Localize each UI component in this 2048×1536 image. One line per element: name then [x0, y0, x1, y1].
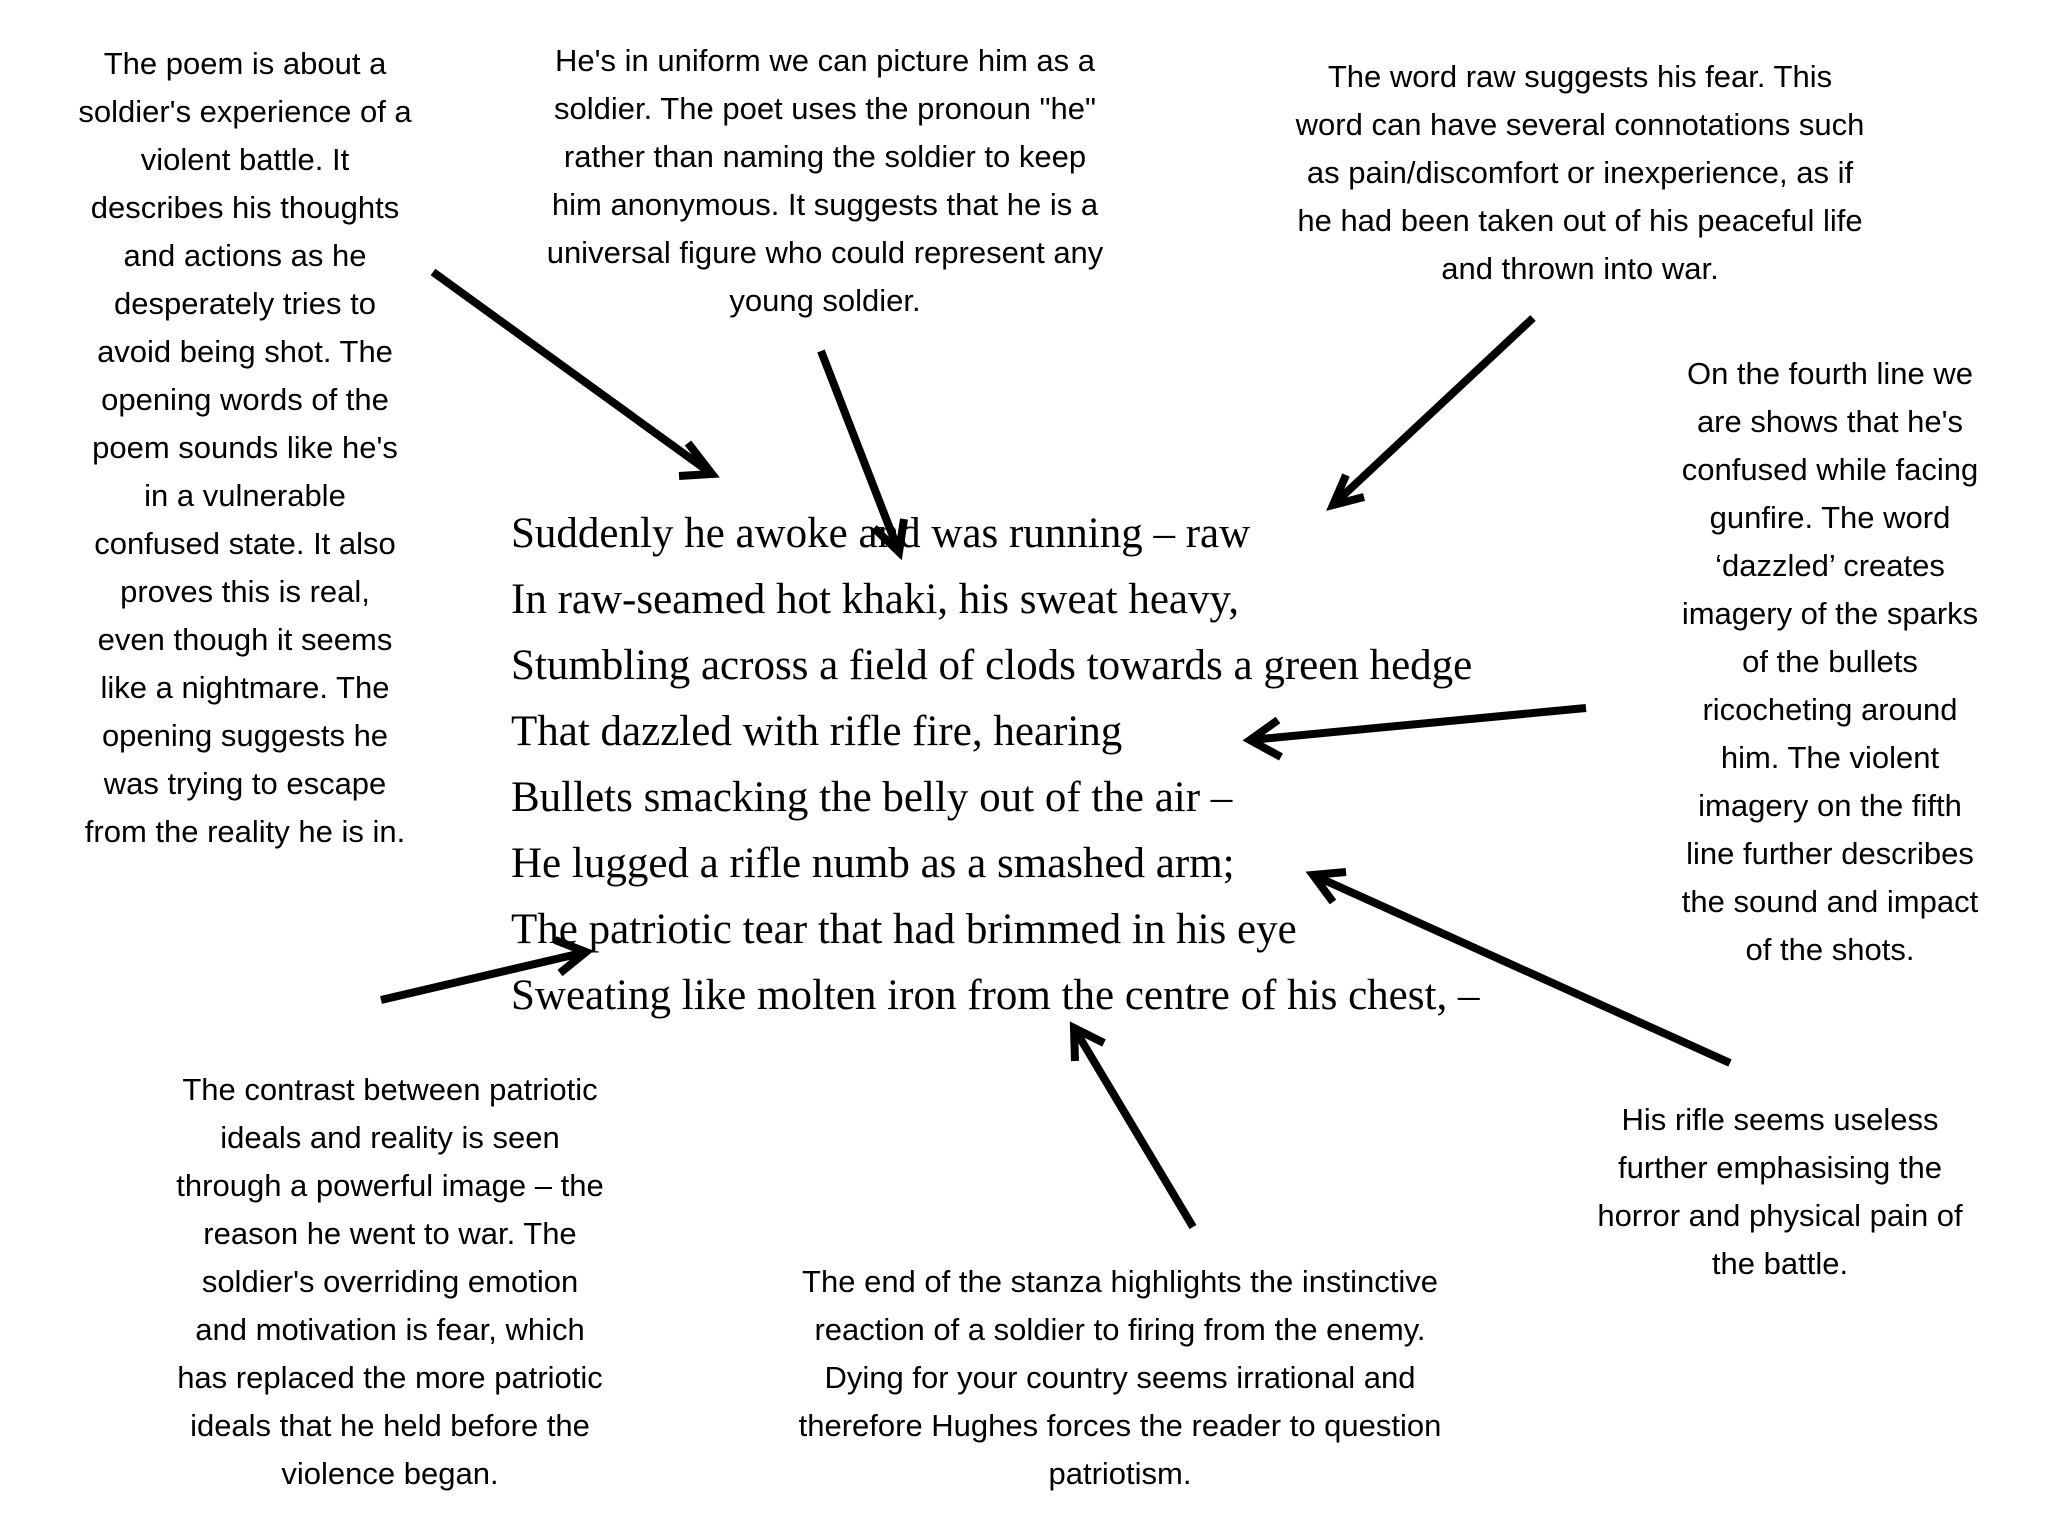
- arrow-to-awoke: [821, 351, 904, 552]
- arrow-to-raw: [1333, 318, 1533, 505]
- poem-line: In raw-seamed hot khaki, his sweat heavy,: [511, 576, 1239, 623]
- arrow-to-rifle-line: [1313, 872, 1730, 1063]
- annotation-opening: The poem is about a soldier's experience of a violent battle. It describes his thoughts and actions as he desperately tries to avoid being shot. The opening words of the poem sounds like he's in a vulnerable confused state. It also proves this is real, even though it seems like a nightmare. The opening suggests he was trying to escape from the reality he is in.: [78, 46, 412, 849]
- poem-line: That dazzled with rifle fire, hearing: [511, 708, 1123, 755]
- poem-line: Bullets smacking the belly out of the air –: [511, 774, 1233, 821]
- arrow-to-chest-line: [1074, 1028, 1193, 1227]
- annotation-pronoun: He's in uniform we can picture him as a soldier. The poet uses the pronoun "he" rather than naming the soldier to keep him anonymous. It suggests that he is a universal figure who could represent any young soldier.: [546, 43, 1104, 318]
- annotation-rifle: His rifle seems useless further emphasising the horror and physical pain of the battle.: [1597, 1102, 1963, 1281]
- arrow-to-patriotic-tear: [381, 940, 586, 1000]
- annotation-patriotic: The contrast between patriotic ideals and reality is seen through a powerful image – the reason he went to war. The soldier's overriding emotion and motivation is fear, which has replaced the more patriotic ideals that he held before the violence began.: [176, 1072, 604, 1491]
- poem-line: Suddenly he awoke and was running – raw: [511, 510, 1251, 557]
- arrow-to-dazzled-line: [1250, 708, 1586, 757]
- arrow-to-line-1-start: [433, 272, 712, 476]
- annotation-raw: The word raw suggests his fear. This word can have several connotations such as pain/discomfort or inexperience, as if he had been taken out of his peaceful life and thrown into war.: [1295, 59, 1865, 286]
- poem-line: Stumbling across a field of clods towards a green hedge: [511, 642, 1473, 689]
- annotation-dazzled: On the fourth line we are shows that he's confused while facing gunfire. The word ‘dazzled’ creates imagery of the sparks of the bullets ricocheting around him. The violent imagery on the fifth line further describes the sound and impact of the shots.: [1681, 356, 1979, 967]
- poem-line: The patriotic tear that had brimmed in his eye: [511, 906, 1297, 953]
- poem-line: He lugged a rifle numb as a smashed arm;: [511, 840, 1235, 887]
- annotation-ending: The end of the stanza highlights the instinctive reaction of a soldier to firing from the enemy. Dying for your country seems irrational and therefore Hughes forces the reader to question patriotism.: [798, 1264, 1442, 1491]
- poem-line: Sweating like molten iron from the centre of his chest, –: [511, 972, 1480, 1019]
